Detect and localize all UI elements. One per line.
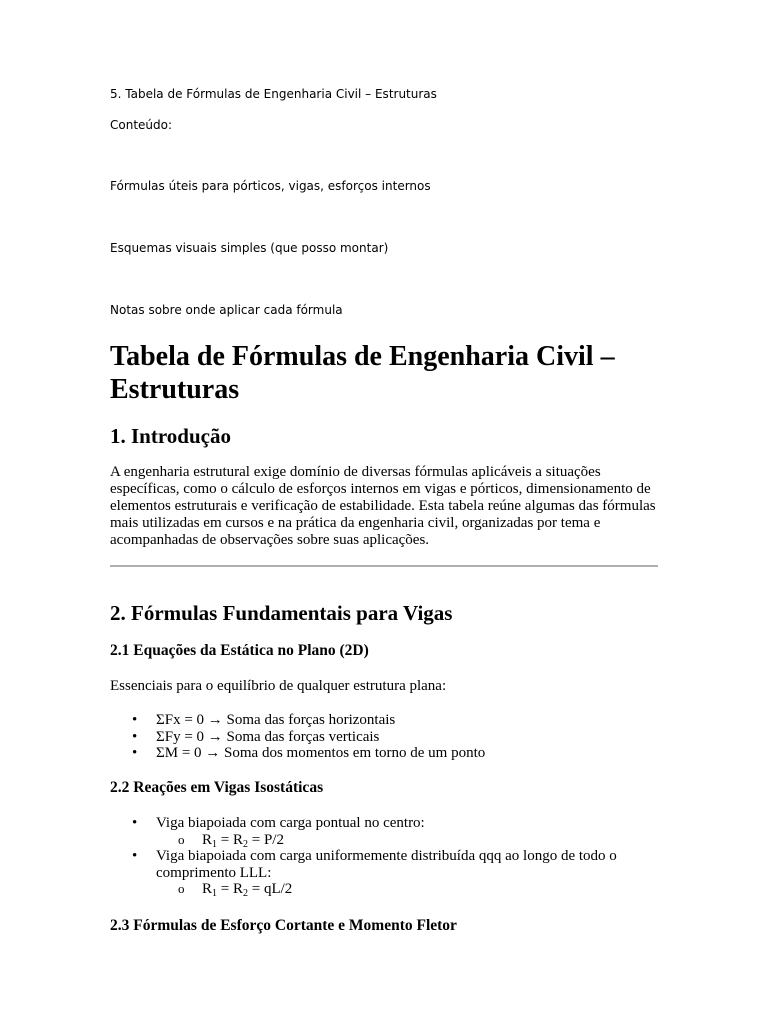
- reaction-sublist: [156, 881, 658, 898]
- prompt-line-schemes: Esquemas visuais simples (que posso montar): [110, 241, 389, 255]
- prompt-line-notes: Notas sobre onde aplicar cada fórmula: [110, 303, 343, 317]
- subsection-heading-statics: 2.1 Equações da Estática no Plano (2D): [110, 642, 369, 659]
- reaction-formula: o $R_1 = R_2 = P/2$: [156, 832, 658, 849]
- statics-equation-list: [110, 712, 658, 762]
- prompt-line-content: Conteúdo:: [110, 118, 173, 132]
- list-item: [110, 848, 658, 898]
- reaction-sublist: [156, 832, 658, 849]
- list-item: • ΣFy = 0 → Soma das forças verticais: [110, 729, 658, 746]
- reaction-formula: o $R_1 = R_2 = qL/2$: [156, 881, 658, 898]
- prompt-line-formulas: Fórmulas úteis para pórticos, vigas, esforços internos: [110, 179, 431, 193]
- list-item: [110, 815, 658, 848]
- section-heading-beams: 2. Fórmulas Fundamentais para Vigas: [110, 601, 453, 625]
- reaction-case-distributed-load: Viga biapoiada com carga uniformemente distribuída qqq ao longo de todo o comprimento LLL:: [156, 848, 617, 881]
- subsection-heading-shear-moment: 2.3 Fórmulas de Esforço Cortante e Momento Fletor: [110, 917, 457, 934]
- reactions-list: [110, 815, 658, 898]
- statics-lead-text: Essenciais para o equilíbrio de qualquer estrutura plana:: [110, 678, 447, 694]
- document-title: Tabela de Fórmulas de Engenharia Civil – Estruturas: [110, 341, 615, 405]
- subsection-heading-reactions: 2.2 Reações em Vigas Isostáticas: [110, 779, 324, 796]
- list-item: • ΣM = 0 → Soma dos momentos em torno de um ponto: [110, 745, 658, 762]
- horizontal-divider: [110, 565, 658, 567]
- intro-paragraph: A engenharia estrutural exige domínio de diversas fórmulas aplicáveis a situações específicas, como o cálculo de esforços internos em vigas e pórticos, dimensionamento de elementos estruturais e verificação de estabilidade. Esta tabela reúne algumas das fórmulas mais utilizadas em cursos e na prática da engenharia civil, organizadas por tema e acompanhadas de observações sobre suas aplicações.: [110, 464, 656, 548]
- list-item: • ΣFx = 0 → Soma das forças horizontais: [110, 712, 658, 729]
- reaction-case-point-load: Viga biapoiada com carga pontual no centro:: [156, 815, 425, 831]
- section-heading-intro: 1. Introdução: [110, 424, 231, 448]
- prompt-line-title: 5. Tabela de Fórmulas de Engenharia Civil – Estruturas: [110, 87, 437, 101]
